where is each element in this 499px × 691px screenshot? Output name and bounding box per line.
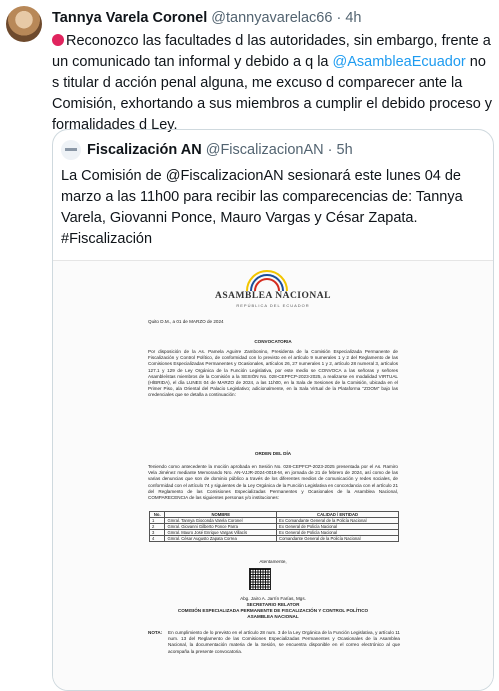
separator-dot: · — [336, 10, 342, 26]
tweet-text-part-a: Reconozco las facultades d las autoridades, sin embargo, frente a un comunicado tan informal y debido a q la — [52, 33, 491, 70]
table-row — [150, 536, 399, 542]
table-cell: 1 — [150, 518, 165, 524]
order-text: Teniendo como antecedente la moción aprobada en Sesión No. 028-CEPFCP-2023-2025 presentada por el As. Ramiro Vela Jiménez mediante Memorando Nro. AN-VJJR-2024-0018-M, en jornada de 21 de febrero de 2024, así como de las varias denuncias que son de dominio público a través de los diferentes medios de comunicación y redes sociales, de conformidad con el artículo 74 y siguientes de la Ley Orgánica de la Función Legislativa en concordancia con el artículo 21 del Reglamento de las Comisiones Especializadas Permanentes y Ocasionales de la Asamblea Nacional, COMPARECENCIA de las siguientes personas y/o instituciones: — [148, 464, 398, 501]
org-name: ASAMBLEA NACIONAL — [215, 291, 331, 301]
table-cell: Gmral. Giovanni Gilberto Ponce Parra — [165, 524, 277, 530]
mention-link[interactable]: @AsambleaEcuador — [332, 54, 466, 70]
place-date: Quito D.M., a 01 de MARZO de 2024 — [148, 319, 224, 324]
note-label: NOTA: — [148, 630, 163, 635]
tweet-text — [52, 31, 494, 136]
attached-document-image[interactable] — [53, 260, 493, 691]
table-cell: Gmral. Mauro José Enrique Vargas Villacís — [165, 530, 277, 536]
quoted-author-name[interactable]: Fiscalización AN — [87, 141, 202, 158]
table-header: No. — [150, 512, 165, 518]
signer-title: SECRETARIO RELATOR — [246, 602, 300, 607]
doc-intro: Por disposición de la As. Pamela Aguirre Zambonino, Presidenta de la Comisión Especializada Permanente de Fiscalización y Control Político, de conformidad con lo previsto en el artículo 9 numerales 1 y 2 del Reglamento de las Comisiones Especializadas Permanentes y Ocasionales, artículos 26, 27 numerales 1 y 2, artículo 28 numeral 3, artículos 127.1 y 129 de Ley Orgánica de la Función Legislativa, por este medio se CONVOCA a las señoras y señores Asambleístas miembros de la Comisión a la SESIÓN No. 028-CEPFCP-2023-2025, a realizarse en modalidad VIRTUAL (HÍBRIDA), el día LUNES 04 de MARZO de 2024, a las 11h00, en la Sala de Sesiones de la Comisión, ubicada en el Primer Piso, ala Oriental del Palacio Legislativo; adicionalmente, en la Sala Virtual de la Plataforma "ZOOM" bajo las credenciales que se detalla a continuación: — [148, 349, 398, 398]
signer-name: Abg. Jairo A. Jarrín Farías, Mgs. — [240, 596, 306, 601]
table-cell: 2 — [150, 524, 165, 530]
author-handle[interactable]: @tannyavarelac66 — [211, 10, 333, 26]
quoted-tweet-text: La Comisión de @FiscalizacionAN sesionará este lunes 04 de marzo a las 11h00 para recibir las comparecencias de: Tannya Varela, Giovanni Ponce, Mauro Vargas y César Zapata. #Fiscalización — [61, 168, 463, 247]
closing: Atentamente, — [259, 559, 287, 564]
table-cell: Gmral. César Augusto Zapata Correa — [165, 536, 277, 542]
quoted-tweet-header — [61, 140, 353, 160]
tweet-text-part-b: no s titular d acción penal alguna, me excuso d comparecer ante la Comisión, exhortando a sus miembros a cumplir el debido proceso y formalidades d Ley. — [52, 54, 493, 133]
tweet-header — [52, 10, 361, 26]
org-subtitle: REPÚBLICA DEL ECUADOR — [236, 303, 310, 308]
quoted-tweet-time[interactable]: 5h — [336, 141, 353, 158]
qr-signature-icon — [249, 568, 271, 590]
quoted-tweet[interactable] — [52, 129, 494, 691]
order-heading: ORDEN DEL DÍA — [254, 451, 292, 456]
persons-table — [149, 511, 399, 542]
table-cell: Comandante General de la Policía Nacional — [277, 536, 399, 542]
table-cell: Gmral. Tannya Gioconda Varela Coronel — [165, 518, 277, 524]
table-cell: Ex General de Policía Nacional — [277, 530, 399, 536]
tweet-time[interactable]: 4h — [345, 10, 362, 26]
doc-heading: CONVOCATORIA — [254, 339, 292, 344]
table-cell: Ex Comandante General de la Policía Nacional — [277, 518, 399, 524]
separator-dot: · — [327, 141, 333, 158]
table-cell: 4 — [150, 536, 165, 542]
table-cell: Ex General de Policía Nacional — [277, 524, 399, 530]
table-header: NOMBRE — [165, 512, 277, 518]
quoted-author-handle[interactable]: @FiscalizacionAN — [205, 141, 324, 158]
table-cell: 3 — [150, 530, 165, 536]
signer-org-2: ASAMBLEA NACIONAL — [247, 614, 299, 619]
author-name[interactable]: Tannya Varela Coronel — [52, 10, 208, 26]
asamblea-logo-icon — [243, 269, 291, 291]
quoted-author-avatar[interactable] — [61, 140, 81, 160]
signer-org-1: COMISIÓN ESPECIALIZADA PERMANENTE DE FISCALIZACIÓN Y CONTROL POLÍTICO — [177, 608, 369, 613]
red-circle-emoji-icon — [52, 34, 64, 46]
table-header: CALIDAD / ENTIDAD — [277, 512, 399, 518]
author-avatar[interactable] — [6, 6, 42, 42]
note-text: En cumplimiento de lo previsto en el artículo 28 num. 3 de la Ley Orgánica de la Función Legislativa, y artículo 11 num. 13 del Reglamento de las Comisiones Especializadas Permanentes y Ocasionales de la Asamblea Nacional, la documentación materia de la Sesión, se encuentra disponible en el correo electrónico al que acompaña la presente convocatoria. — [168, 630, 400, 654]
